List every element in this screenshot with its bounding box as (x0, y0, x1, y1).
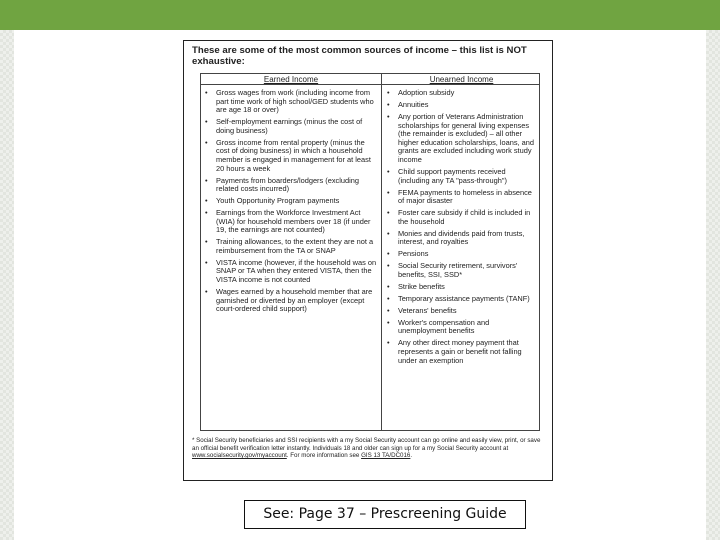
unearned-income-item-text: Veterans' benefits (398, 305, 457, 315)
unearned-income-item (387, 89, 538, 98)
bullet-icon: • (387, 317, 390, 327)
bullet-icon: • (387, 338, 390, 348)
earned-income-item (205, 197, 377, 206)
unearned-income-item (387, 295, 538, 304)
column-divider (381, 74, 382, 430)
bullet-icon: • (387, 261, 390, 271)
unearned-income-item-text: Any other direct money payment that represents a gain or benefit not falling under an exemption (398, 338, 522, 365)
bullet-icon: • (205, 117, 208, 127)
unearned-income-item (387, 262, 538, 279)
gis-reference-link[interactable]: GIS 13 TA/DC016 (361, 452, 411, 460)
right-pattern-strip (706, 30, 720, 540)
bullet-icon: • (205, 237, 208, 247)
unearned-income-item-text: Any portion of Veterans Administration scholarships for general living expenses (the remainder is excluded) – all other higher education scholarships, loans, and grants are excluded including work study income (398, 111, 534, 164)
bullet-icon: • (205, 196, 208, 206)
unearned-income-item-text: Temporary assistance payments (TANF) (398, 293, 530, 303)
bullet-icon: • (387, 166, 390, 176)
footnote-text-mid: . For more information see (286, 452, 362, 460)
unearned-income-item (387, 250, 538, 259)
bullet-icon: • (205, 287, 208, 296)
earned-income-heading: Earned Income (263, 75, 319, 84)
bullet-icon: • (387, 305, 390, 315)
unearned-income-item-text: Social Security retirement, survivors' benefits, SSI, SSD* (398, 261, 518, 279)
unearned-income-heading: Unearned Income (429, 75, 494, 84)
unearned-income-item (387, 339, 538, 365)
unearned-income-item-text: Annuities (398, 99, 429, 109)
earned-income-item (205, 177, 377, 194)
earned-income-item-text: Gross wages from work (including income from part time work of high school/GED students who are age 18 or over) (216, 88, 374, 115)
bullet-icon: • (205, 175, 208, 185)
earned-income-list (205, 89, 377, 317)
footnote-text-end: . (410, 452, 413, 460)
unearned-income-item (387, 101, 538, 110)
earned-income-item-text: Wages earned by a household member that are garnished or diverted by an employer (except court-ordered child support) (216, 287, 373, 314)
bullet-icon: • (387, 208, 390, 218)
earned-income-item-text: Self-employment earnings (minus the cost of doing business) (216, 117, 363, 135)
earned-income-item-text: Youth Opportunity Program payments (216, 196, 340, 206)
bullet-icon: • (205, 88, 208, 97)
unearned-income-item (387, 307, 538, 316)
left-pattern-strip (0, 30, 14, 540)
unearned-income-item-text: Monies and dividends paid from trusts, interest, and royalties (398, 228, 525, 247)
unearned-income-item (387, 113, 538, 165)
earned-income-item (205, 259, 377, 285)
unearned-income-item (387, 283, 538, 292)
bullet-icon: • (205, 257, 208, 267)
earned-income-item (205, 288, 377, 314)
unearned-income-item (387, 168, 538, 185)
income-table (200, 73, 540, 431)
unearned-income-list (387, 89, 538, 369)
unearned-income-item-text: Child support payments received (including any TA "pass-through") (398, 166, 507, 185)
footnote-text: * Social Security beneficiaries and SSI recipients with a my Social Security account can go online and easily view, print, or save an official benefit verification letter instantly. Individuals 18 and older can sign up for a my Social Security account at (192, 437, 541, 452)
earned-income-item-text: Earnings from the Workforce Investment Act (WIA) for household members over 18 (if under 19, the earnings are not counted) (216, 208, 371, 235)
unearned-income-item-text: Worker's compensation and unemployment benefits (398, 317, 490, 336)
unearned-income-item (387, 319, 538, 336)
bullet-icon: • (205, 137, 208, 147)
unearned-income-item-text: Adoption subsidy (398, 88, 455, 97)
bullet-icon: • (387, 249, 390, 259)
earned-income-item (205, 139, 377, 173)
bullet-icon: • (387, 293, 390, 303)
myaccount-link[interactable]: www.socialsecurity.gov/myaccount (192, 452, 287, 460)
bullet-icon: • (205, 208, 208, 218)
unearned-income-item-text: Foster care subsidy if child is included in the household (398, 208, 531, 226)
earned-income-item (205, 89, 377, 115)
bullet-icon: • (387, 228, 390, 238)
income-sources-document (183, 40, 553, 481)
footnote (192, 437, 544, 460)
bullet-icon: • (387, 187, 390, 197)
earned-income-item-text: Training allowances, to the extent they are not a reimbursement from the TA or SNAP (216, 237, 374, 255)
earned-income-item-text: Payments from boarders/lodgers (excluding related costs incurred) (216, 175, 359, 194)
unearned-income-item (387, 209, 538, 226)
earned-income-item (205, 209, 377, 235)
earned-income-item (205, 118, 377, 135)
document-title: These are some of the most common sources of income – this list is NOT exhaustive: (192, 45, 527, 67)
earned-income-item-text: Gross income from rental property (minus the cost of doing business) in which a household member is engaged in management for at least 20 hours a week (216, 137, 371, 173)
bullet-icon: • (387, 88, 390, 97)
unearned-income-item-text: Strike benefits (398, 281, 445, 291)
bullet-icon: • (387, 99, 390, 109)
unearned-income-item-text: FEMA payments to homeless in absence of major disaster (398, 187, 532, 206)
earned-income-item (205, 238, 377, 255)
top-accent-bar (0, 0, 720, 30)
earned-income-item-text: VISTA income (however, if the household was on SNAP or TA when they entered VISTA, then the VISTA income is not counted (216, 257, 377, 285)
unearned-income-item (387, 189, 538, 206)
unearned-income-item (387, 230, 538, 247)
page-reference-caption: See: Page 37 – Prescreening Guide (244, 500, 526, 529)
unearned-income-item-text: Pensions (398, 249, 429, 259)
bullet-icon: • (387, 281, 390, 291)
bullet-icon: • (387, 111, 390, 121)
